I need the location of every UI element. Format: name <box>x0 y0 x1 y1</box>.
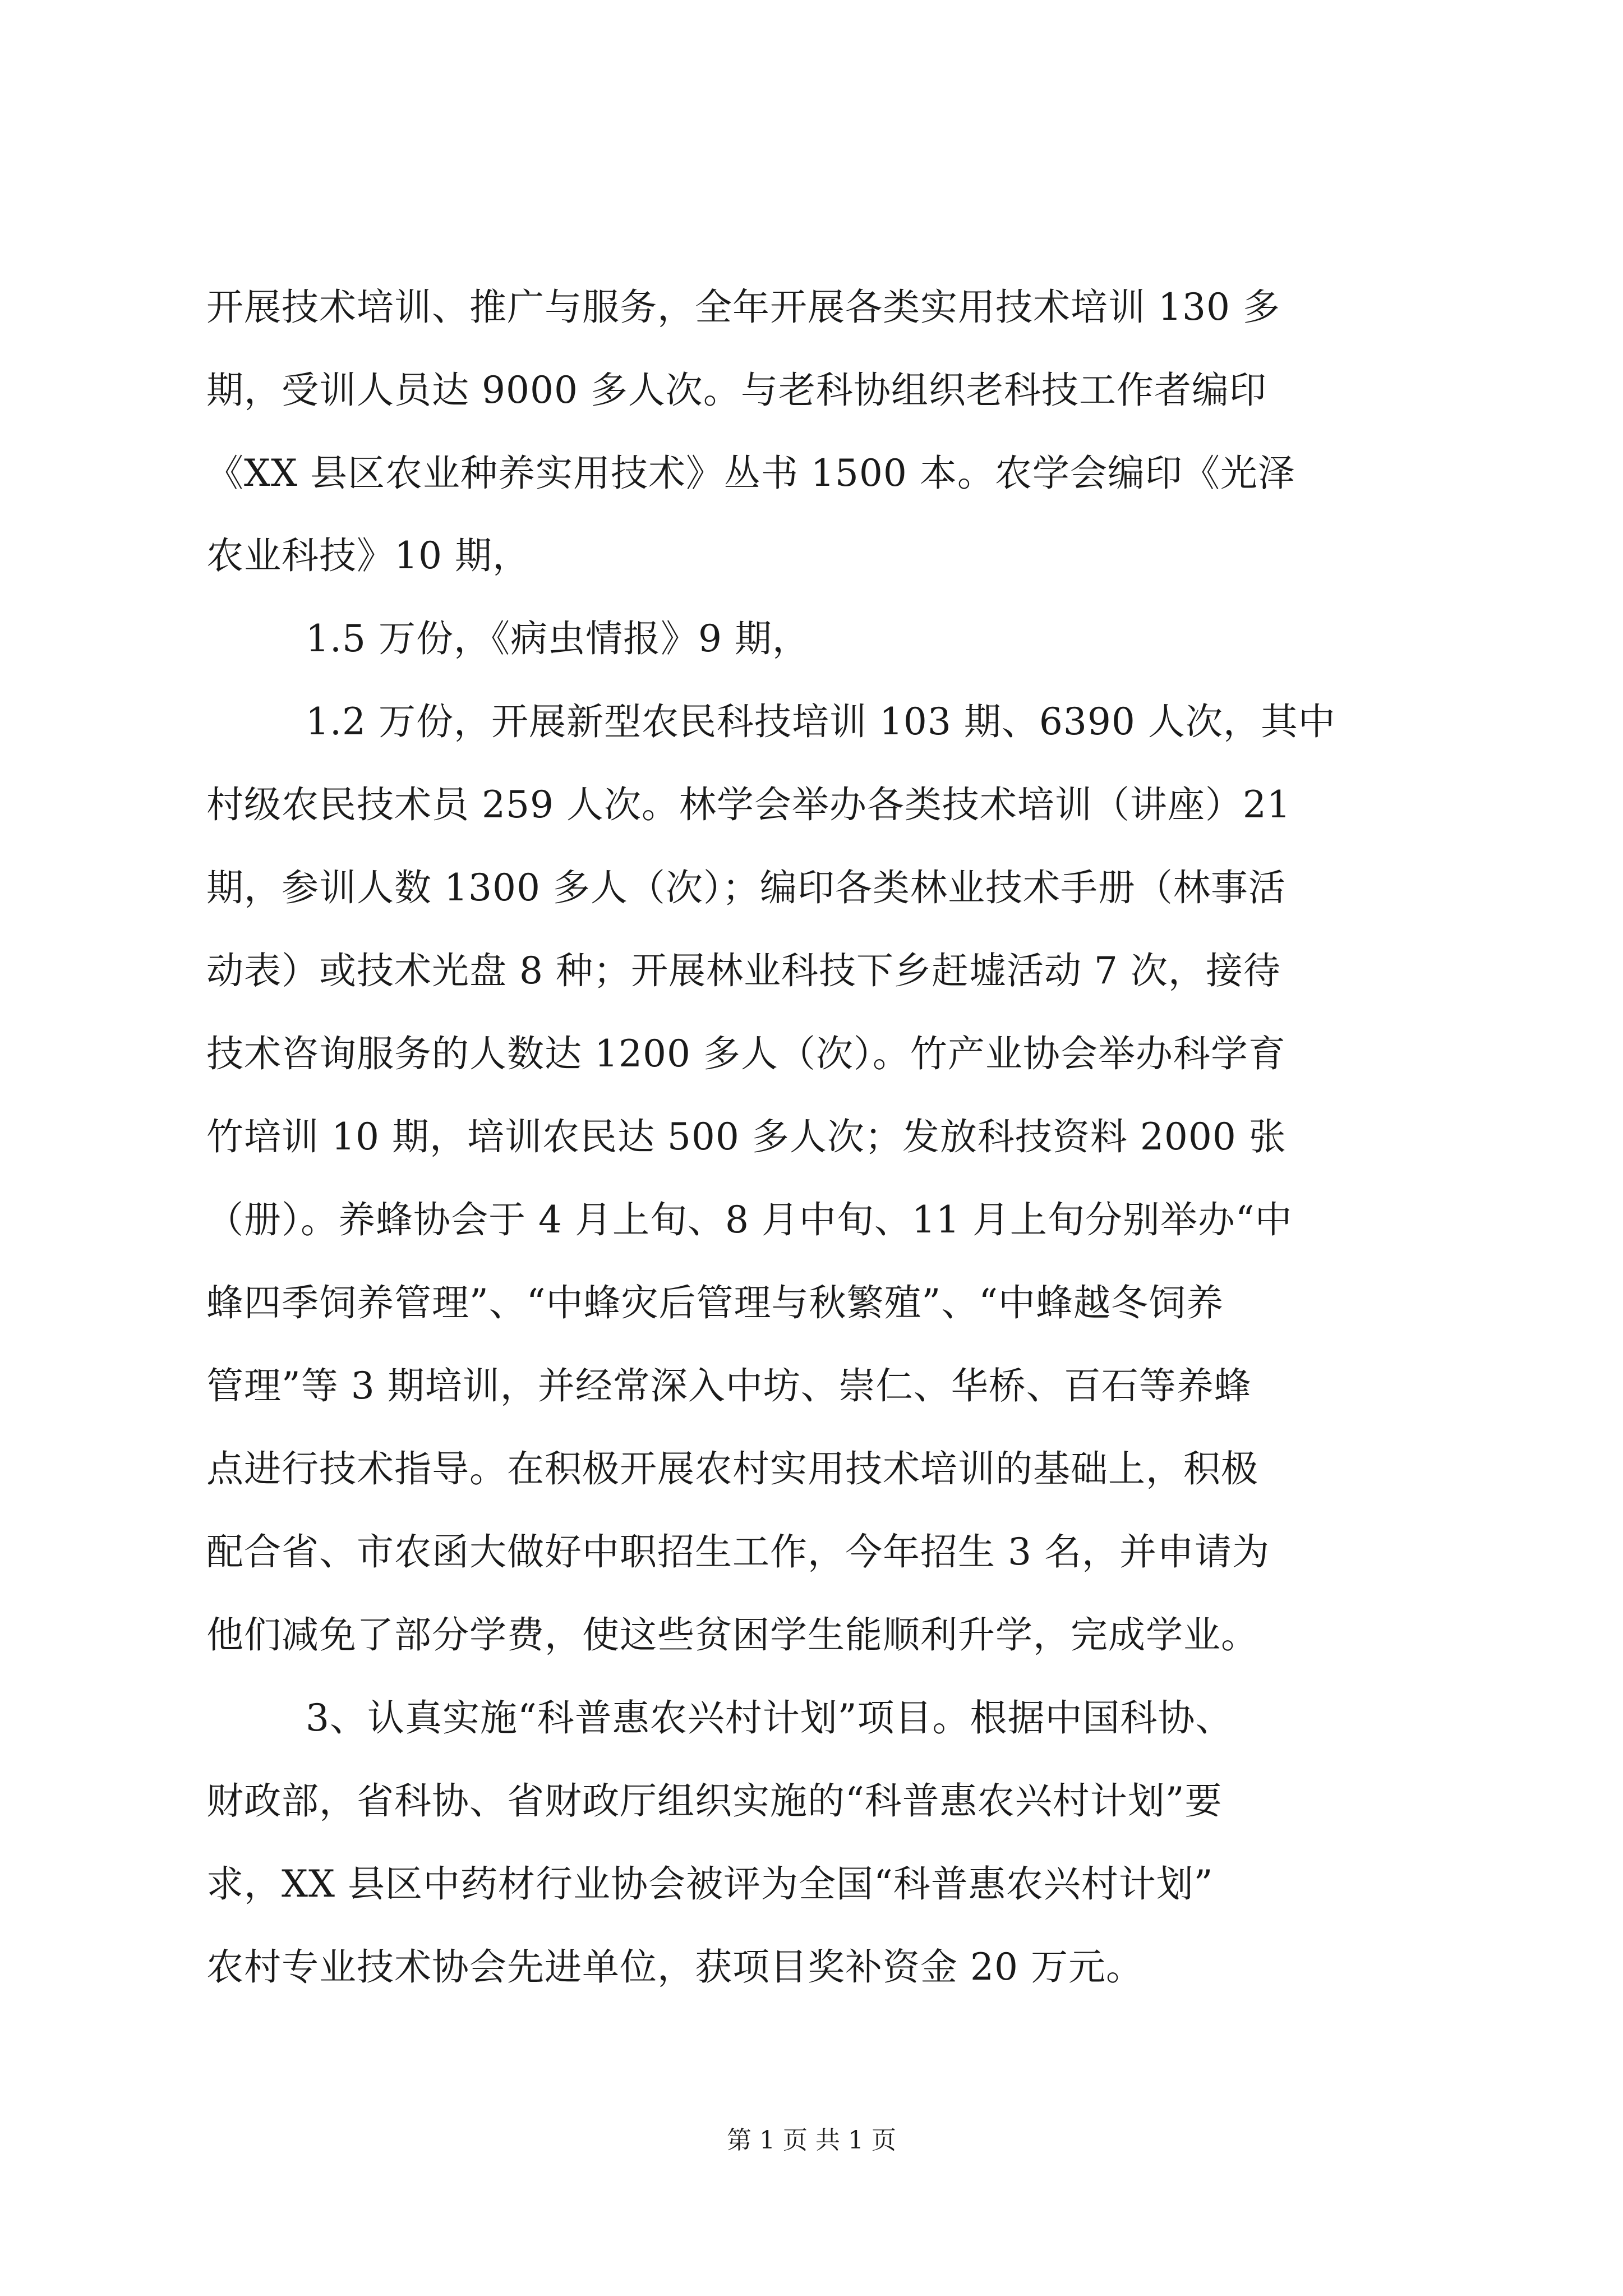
body-line: 1.2 万份，开展新型农民科技培训 103 期、6390 人次，其中 <box>306 700 1336 743</box>
body-line: 求，XX 县区中药材行业协会被评为全国“科普惠农兴村计划” <box>206 1862 1214 1906</box>
body-line: 点进行技术指导。在积极开展农村实用技术培训的基础上，积极 <box>206 1447 1258 1490</box>
body-line: 1.5 万份，《病虫情报》9 期， <box>306 617 810 660</box>
body-line: 开展技术培训、推广与服务，全年开展各类实用技术培训 130 多 <box>206 286 1280 329</box>
body-line: 农业科技》10 期， <box>206 534 530 577</box>
page-footer: 第 1 页 共 1 页 <box>727 2126 896 2155</box>
body-line: 蜂四季饲养管理”、“中蜂灾后管理与秋繁殖”、“中蜂越冬饲养 <box>206 1281 1224 1324</box>
body-line: 他们减免了部分学费，使这些贫困学生能顺利升学，完成学业。 <box>206 1613 1258 1657</box>
body-line: 期，参训人数 1300 多人（次）；编印各类林业技术手册（林事活 <box>206 866 1286 909</box>
body-line: 技术咨询服务的人数达 1200 多人（次）。竹产业协会举办科学育 <box>206 1032 1286 1075</box>
body-line: 配合省、市农函大做好中职招生工作，今年招生 3 名，并申请为 <box>206 1530 1270 1573</box>
body-line: 村级农民技术员 259 人次。林学会举办各类技术培训（讲座）21 <box>206 783 1291 826</box>
body-line: 财政部，省科协、省财政厅组织实施的“科普惠农兴村计划”要 <box>206 1779 1223 1823</box>
body-line: （册）。养蜂协会于 4 月上旬、8 月中旬、11 月上旬分别举办“中 <box>206 1198 1293 1241</box>
body-line: 《XX 县区农业种养实用技术》丛书 1500 本。农学会编印《光泽 <box>206 452 1295 495</box>
body-line: 管理”等 3 期培训，并经常深入中坊、崇仁、华桥、百石等养蜂 <box>206 1364 1252 1407</box>
body-line: 3、认真实施“科普惠农兴村计划”项目。根据中国科协、 <box>306 1696 1233 1740</box>
body-line: 农村专业技术协会先进单位，获项目奖补资金 20 万元。 <box>206 1945 1144 1989</box>
body-line: 动表）或技术光盘 8 种；开展林业科技下乡赶墟活动 7 次，接待 <box>206 949 1281 992</box>
body-line: 竹培训 10 期，培训农民达 500 多人次；发放科技资料 2000 张 <box>206 1115 1287 1158</box>
body-line: 期，受训人员达 9000 多人次。与老科协组织老科技工作者编印 <box>206 369 1267 412</box>
